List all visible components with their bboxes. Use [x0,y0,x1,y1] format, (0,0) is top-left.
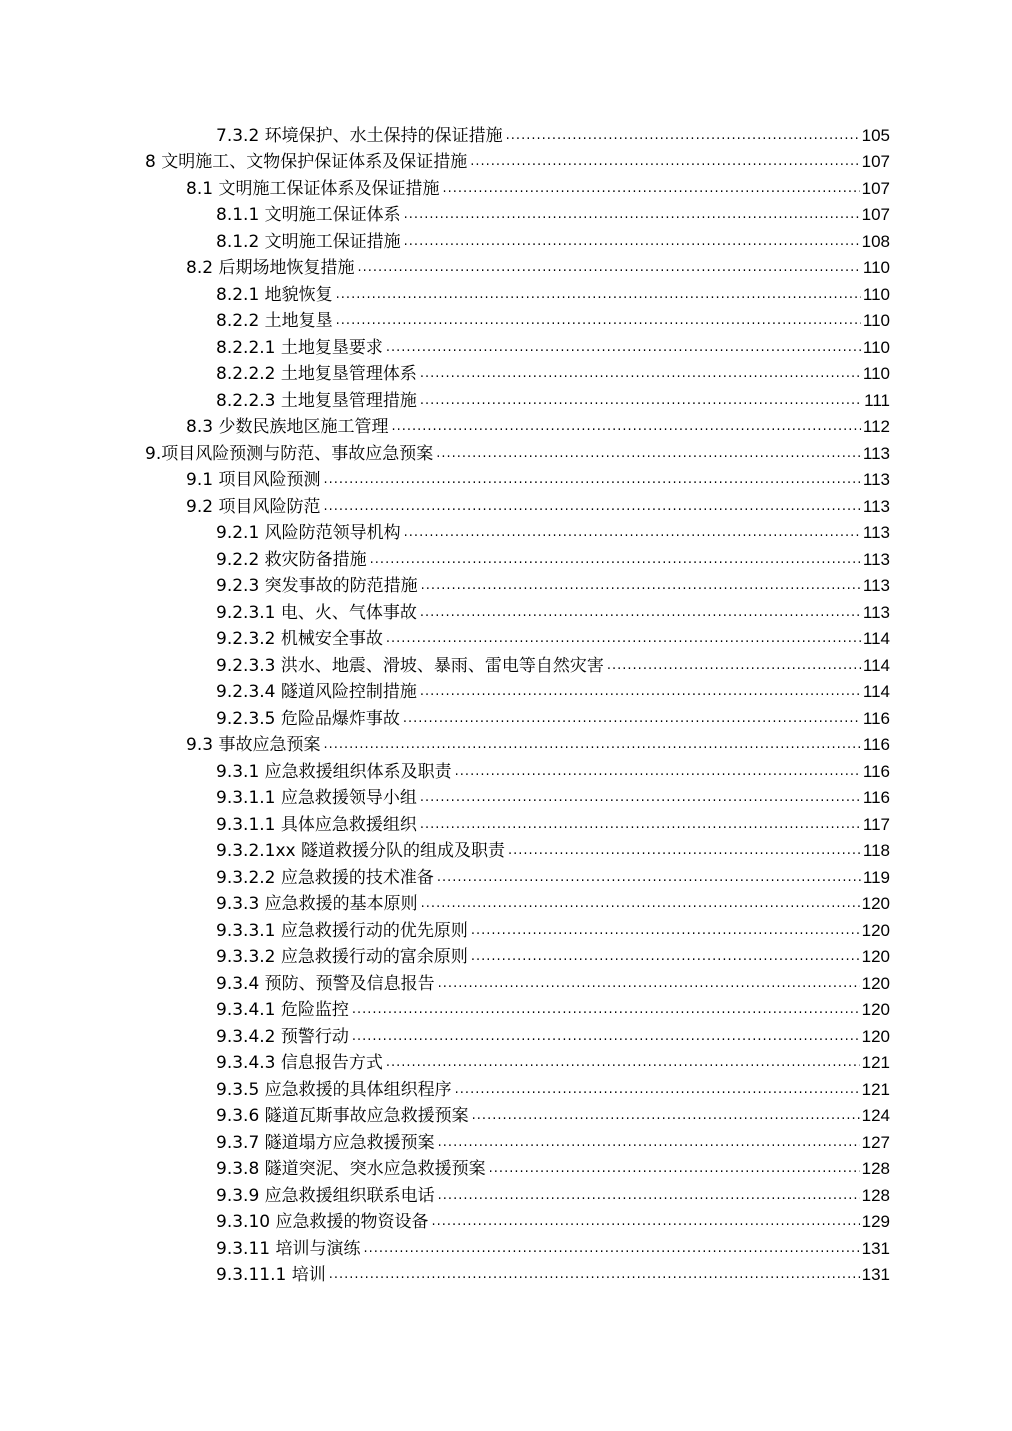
toc-entry-page-number: 120 [861,947,890,966]
toc-entry-page-number: 110 [862,284,890,304]
toc-entry-page-number: 124 [861,1106,890,1125]
toc-entry-page-number: 110 [862,337,890,357]
toc-entry-page-number: 120 [861,973,890,993]
toc-entry[interactable] [0,782,1012,809]
toc-entry[interactable] [0,199,1012,226]
toc-entry-page-number: 120 [861,1026,890,1046]
toc-dot-leader [442,179,859,199]
toc-entry-title: 9.3.6 隧道瓦斯事故应急救援预案 [216,1106,472,1126]
toc-entry-title: 9.3.11 培训与演练 [216,1239,363,1259]
toc-entry[interactable] [0,1153,1012,1180]
toc-dot-leader [386,1053,860,1073]
toc-entry[interactable] [0,437,1012,464]
toc-entry-page-number: 113 [862,602,890,622]
toc-dot-leader [336,311,861,331]
toc-entry-title: 9.3.9 应急救援组织联系电话 [216,1186,438,1206]
toc-entry-page-number: 131 [861,1238,890,1258]
toc-entry-page-number: 114 [862,655,890,675]
toc-entry-page-number: 121 [861,1053,890,1072]
toc-entry[interactable] [0,1073,1012,1100]
toc-entry[interactable] [0,702,1012,729]
toc-entry[interactable] [0,994,1012,1021]
toc-entry[interactable] [0,331,1012,358]
toc-entry-title: 9.3.4.1 危险监控 [216,1000,352,1020]
toc-entry[interactable] [0,888,1012,915]
toc-entry[interactable] [0,967,1012,994]
toc-entry-page-number: 105 [861,125,890,145]
toc-entry-title: 9.3.3 应急救援的基本原则 [216,894,421,914]
toc-entry[interactable] [0,464,1012,491]
toc-entry-title: 7.3.2 环境保护、水土保持的保证措施 [216,126,506,146]
toc-entry-page-number: 118 [862,841,890,860]
toc-dot-leader [352,1027,860,1047]
toc-dot-leader [472,1106,860,1126]
toc-entry-page-number: 116 [862,708,890,728]
toc-entry-title: 9.3.4.3 信息报告方式 [216,1053,386,1073]
toc-entry-page-number: 128 [861,1159,890,1178]
toc-entry[interactable] [0,1232,1012,1259]
toc-dot-leader [471,921,860,941]
toc-entry-title: 9.1 项目风险预测 [186,470,323,490]
toc-dot-leader [421,894,860,914]
toc-entry-title: 9.2.3.4 隧道风险控制措施 [216,682,420,702]
toc-dot-leader [489,1159,860,1179]
toc-entry-page-number: 107 [861,205,890,224]
toc-entry-page-number: 131 [861,1265,890,1284]
toc-entry-page-number: 110 [862,258,890,277]
toc-dot-leader [438,1186,860,1206]
toc-entry-page-number: 110 [862,311,890,330]
toc-entry[interactable] [0,146,1012,173]
toc-entry[interactable] [0,1047,1012,1074]
toc-dot-leader [420,603,861,623]
toc-dot-leader [391,417,860,437]
toc-entry-title: 8.1 文明施工保证体系及保证措施 [186,179,442,199]
toc-dot-leader [386,629,861,649]
toc-entry-title: 9.3.3.1 应急救援行动的优先原则 [216,921,471,941]
toc-entry-page-number: 116 [862,761,890,781]
toc-dot-leader [471,947,860,967]
toc-entry[interactable] [0,411,1012,438]
toc-entry-page-number: 114 [862,629,890,648]
toc-entry-page-number: 113 [862,470,890,489]
toc-entry-title: 9.3.2.2 应急救援的技术准备 [216,868,437,888]
toc-entry-page-number: 116 [862,735,890,754]
toc-entry[interactable] [0,570,1012,597]
toc-entry[interactable] [0,914,1012,941]
toc-entry-title: 9.3.5 应急救援的具体组织程序 [216,1080,455,1100]
toc-entry[interactable] [0,252,1012,279]
toc-entry-title: 8.2 后期场地恢复措施 [186,258,357,278]
toc-entry-page-number: 128 [861,1185,890,1205]
toc-dot-leader [431,1212,859,1232]
toc-entry-title: 9.3.10 应急救援的物资设备 [216,1212,431,1232]
toc-entry-page-number: 127 [861,1132,890,1152]
toc-entry[interactable] [0,649,1012,676]
toc-dot-leader [323,735,860,755]
toc-dot-leader [470,152,859,172]
toc-entry-title: 9.3.1.1 应急救援领导小组 [216,788,420,808]
toc-dot-leader [436,444,861,464]
toc-dot-leader [420,391,862,411]
toc-entry-title: 9.3.4.2 预警行动 [216,1027,352,1047]
toc-entry-title: 9.项目风险预测与防范、事故应急预案 [145,444,436,464]
toc-entry-page-number: 107 [861,178,890,198]
toc-entry-title: 8.2.2 土地复垦 [216,311,336,331]
toc-entry[interactable] [0,623,1012,650]
toc-entry-page-number: 108 [861,231,890,251]
toc-entry-title: 9.3 事故应急预案 [186,735,323,755]
toc-dot-leader [420,682,861,702]
toc-entry-title: 9.3.1 应急救援组织体系及职责 [216,762,455,782]
toc-entry[interactable] [0,808,1012,835]
toc-entry-title: 8.1.2 文明施工保证措施 [216,232,404,252]
toc-entry-page-number: 110 [862,364,890,383]
toc-dot-leader [607,656,861,676]
toc-entry-page-number: 107 [861,152,890,171]
toc-dot-leader [437,868,861,888]
toc-entry[interactable] [0,543,1012,570]
toc-dot-leader [438,1133,860,1153]
toc-dot-leader [421,576,861,596]
toc-entry[interactable] [0,358,1012,385]
toc-entry-title: 8.3 少数民族地区施工管理 [186,417,391,437]
toc-entry-page-number: 113 [862,576,890,595]
toc-entry-page-number: 120 [861,920,890,940]
toc-entry-title: 9.2.3.3 洪水、地震、滑坡、暴雨、雷电等自然灾害 [216,656,607,676]
toc-entry[interactable] [0,490,1012,517]
table-of-contents [0,119,1012,1285]
toc-dot-leader [404,232,860,252]
toc-entry-title: 9.2.2 救灾防备措施 [216,550,370,570]
toc-entry[interactable] [0,1259,1012,1286]
toc-entry[interactable] [0,119,1012,146]
toc-entry-page-number: 112 [862,417,890,436]
toc-dot-leader [357,258,860,278]
toc-dot-leader [508,841,861,861]
toc-dot-leader [403,709,861,729]
toc-entry-title: 9.2.3.1 电、火、气体事故 [216,603,420,623]
toc-dot-leader [455,1080,860,1100]
toc-entry[interactable] [0,835,1012,862]
toc-entry-title: 8.2.1 地貌恢复 [216,285,336,305]
toc-entry[interactable] [0,676,1012,703]
toc-entry[interactable] [0,1020,1012,1047]
toc-entry-title: 9.2.3.2 机械安全事故 [216,629,386,649]
toc-entry-title: 9.3.2.1xx 隧道救援分队的组成及职责 [216,841,508,861]
toc-entry-page-number: 117 [862,814,890,834]
toc-entry-page-number: 113 [862,523,890,542]
toc-entry[interactable] [0,1100,1012,1127]
toc-dot-leader [404,205,860,225]
toc-entry-page-number: 121 [861,1079,890,1099]
toc-entry[interactable] [0,278,1012,305]
toc-entry-page-number: 113 [862,443,890,463]
toc-entry[interactable] [0,384,1012,411]
toc-entry-title: 8.2.2.3 土地复垦管理措施 [216,391,420,411]
toc-dot-leader [506,126,860,146]
toc-entry-title: 8.2.2.2 土地复垦管理体系 [216,364,420,384]
toc-entry-page-number: 119 [862,867,890,887]
toc-entry[interactable] [0,729,1012,756]
toc-entry-title: 9.2.3.5 危险品爆炸事故 [216,709,403,729]
toc-entry[interactable] [0,1179,1012,1206]
toc-entry-title: 9.3.8 隧道突泥、突水应急救援预案 [216,1159,489,1179]
toc-dot-leader [363,1239,859,1259]
toc-entry[interactable] [0,755,1012,782]
toc-entry-title: 9.3.4 预防、预警及信息报告 [216,974,438,994]
toc-entry-title: 8.2.2.1 土地复垦要求 [216,338,386,358]
toc-entry[interactable] [0,172,1012,199]
toc-entry[interactable] [0,305,1012,332]
toc-dot-leader [323,470,860,490]
toc-entry-page-number: 116 [862,788,890,807]
toc-dot-leader [420,815,861,835]
toc-entry-page-number: 120 [861,1000,890,1019]
toc-dot-leader [352,1000,860,1020]
toc-entry-page-number: 113 [862,496,890,516]
toc-entry[interactable] [0,861,1012,888]
toc-dot-leader [404,523,861,543]
toc-dot-leader [420,788,861,808]
toc-entry[interactable] [0,517,1012,544]
toc-entry-title: 9.3.1.1 具体应急救援组织 [216,815,420,835]
toc-dot-leader [329,1265,860,1285]
toc-dot-leader [420,364,861,384]
toc-entry-page-number: 114 [862,682,890,701]
toc-entry-title: 8 文明施工、文物保护保证体系及保证措施 [145,152,470,172]
toc-dot-leader [323,497,860,517]
toc-entry-page-number: 120 [861,894,890,913]
toc-entry-page-number: 113 [862,549,890,569]
toc-entry-title: 9.2.1 风险防范领导机构 [216,523,404,543]
toc-entry-page-number: 129 [861,1212,890,1231]
toc-dot-leader [386,338,861,358]
toc-entry-title: 9.2.3 突发事故的防范措施 [216,576,421,596]
toc-entry-title: 9.3.11.1 培训 [216,1265,329,1285]
toc-entry[interactable] [0,596,1012,623]
toc-dot-leader [438,974,860,994]
toc-entry-title: 9.3.3.2 应急救援行动的富余原则 [216,947,471,967]
toc-entry[interactable] [0,1126,1012,1153]
toc-entry-title: 9.2 项目风险防范 [186,497,323,517]
toc-entry-title: 8.1.1 文明施工保证体系 [216,205,404,225]
toc-entry-page-number: 111 [864,390,890,410]
toc-dot-leader [336,285,861,305]
toc-entry[interactable] [0,1206,1012,1233]
toc-dot-leader [455,762,861,782]
toc-entry[interactable] [0,941,1012,968]
toc-dot-leader [370,550,861,570]
toc-entry-title: 9.3.7 隧道塌方应急救援预案 [216,1133,438,1153]
toc-entry[interactable] [0,225,1012,252]
